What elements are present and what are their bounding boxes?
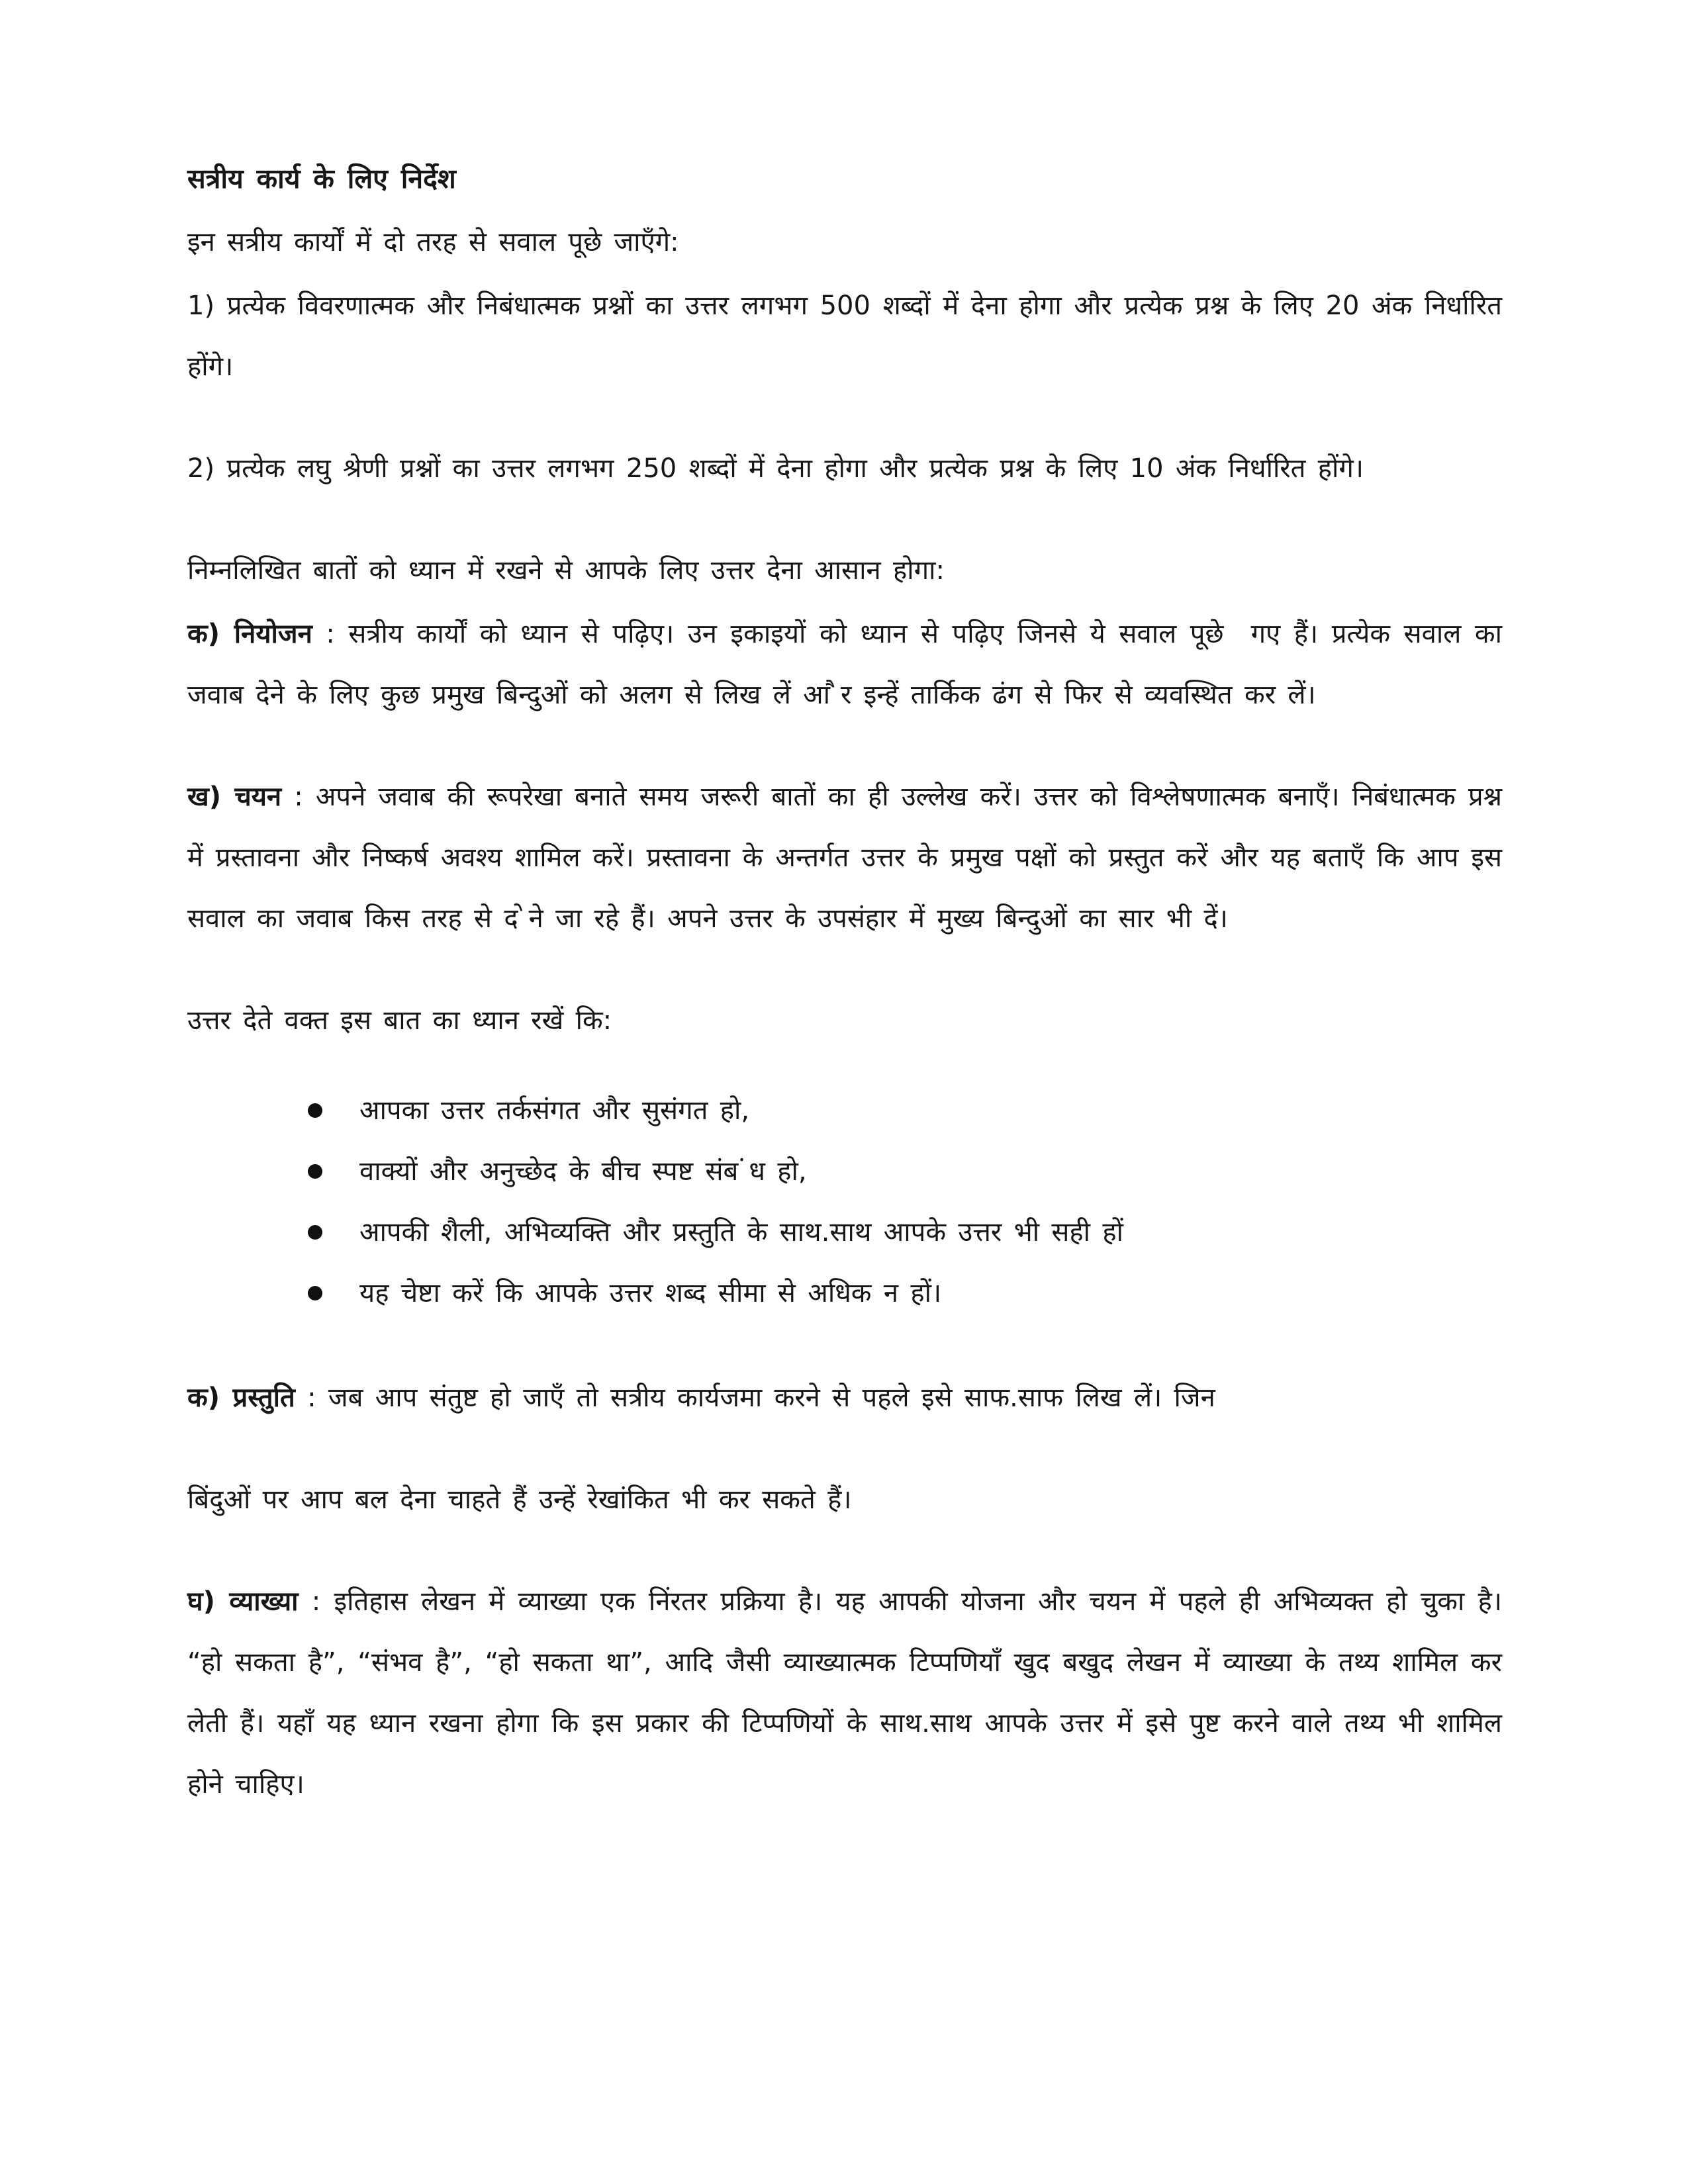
list-item [308,1202,1502,1263]
section-planning-text: : सत्रीय कार्यों को ध्यान से पढ़िए। उन इकाइयों को ध्यान से पढ़िए जिनसे ये सवाल पूछे गए हैं। प्रत्येक सवाल का जवाब देने के लिए कुछ प्रमुख बिन्दुओं को अलग से लिख लें आ ैर इन्हें तार्किक ढंग से फिर से व्यवस्थित कर लें। [187,619,1502,710]
section-selection-label: ख) चयन [187,782,282,812]
section-interpretation [187,1571,1502,1815]
bullet-dot-icon [308,1103,322,1118]
list-item-text: आपकी शैली, अभिव्यक्ति और प्रस्तुति के साथ.साथ आपके उत्तर भी सही हों [359,1217,1123,1248]
numbered-point-2: 2) प्रत्येक लघु श्रेणी प्रश्नों का उत्तर लगभग 250 शब्दों में देना होगा और प्रत्येक प्रश्न के लिए 10 अंक निर्धारित होंगे। [187,453,1364,484]
list-item [308,1263,1502,1324]
bullet-dot-icon [308,1164,322,1179]
section-selection-text: : अपने जवाब की रूपरेखा बनाते समय जरूरी बातों का ही उल्लेख करें। उत्तर को विश्लेषणात्मक बनाएँ। निबंधात्मक प्रश्न में प्रस्तावना और निष्कर्ष अवश्य शामिल करें। प्रस्तावना के अन्तर्गत उत्तर के प्रमुख पक्षों को प्रस्तुत करें और यह बताएँ कि आप इस सवाल का जवाब किस तरह से द ेने जा रहे हैं। अपने उत्तर के उपसंहार में मुख्य बिन्दुओं का सार भी दें। [187,782,1502,934]
section-presentation [187,1367,1502,1428]
page-title: सत्रीय कार्य के लिए निर्देश [187,163,456,195]
numbered-point-1: 1) प्रत्येक विवरणात्मक और निबंधात्मक प्रश्नों का उत्तर लगभग 500 शब्दों में देना होगा और प्रत्येक प्रश्न के लिए 20 अंक निर्धारित होंगे। [187,291,1502,382]
section-selection [187,766,1502,949]
list-item-text: आपका उत्तर तर्कसंगत और सुसंगत हो, [359,1095,750,1126]
list-item [308,1141,1502,1202]
intro-paragraph: इन सत्रीय कार्यों में दो तरह से सवाल पूछे जाएँगे: [187,227,679,257]
section-planning-label: क) नियोजन [187,619,312,649]
note-line: निम्नलिखित बातों को ध्यान में रखने से आपके लिए उत्तर देना आसान होगा: [187,555,945,586]
attention-line: उत्तर देते वक्त इस बात का ध्यान रखें कि: [187,1005,612,1036]
section-presentation-label: क) प्रस्तुति [187,1383,295,1413]
document-content [187,148,1502,1815]
section-interpretation-text: : इतिहास लेखन में व्याख्या एक निंरतर प्रक्रिया है। यह आपकी योजना और चयन में पहले ही अभिव्यक्त हो चुका है। “हो सकता है”, “संभव है”, “हो सकता था”, आदि जैसी व्याख्यात्मक टिप्पणियाँ खुद बखुद लेखन में व्याख्या के तथ्य शामिल कर लेती हैं। यहाँ यह ध्यान रखना होगा कि इस प्रकार की टिप्पणियों के साथ.साथ आपके उत्तर में इसे पुष्ट करने वाले तथ्य भी शामिल होने चाहिए। [187,1586,1502,1799]
bullet-dot-icon [308,1225,322,1240]
bullet-dot-icon [308,1286,322,1300]
list-item-text: वाक्यों और अनुच्छेद के बीच स्पष्ट संब ंध हो, [359,1156,807,1187]
section-planning [187,604,1502,725]
section-presentation-text: : जब आप संतुष्ट हो जाएँ तो सत्रीय कार्यजमा करने से पहले इसे साफ.साफ लिख लें। जिन [295,1383,1215,1413]
followup-line: बिंदुओं पर आप बल देना चाहते हैं उन्हें रेखांकित भी कर सकते हैं। [187,1484,852,1515]
list-item-text: यह चेष्टा करें कि आपके उत्तर शब्द सीमा से अधिक न हों। [359,1278,942,1308]
list-item [308,1080,1502,1141]
bullet-list [187,1080,1502,1324]
section-interpretation-label: घ) व्याख्या [187,1586,299,1617]
